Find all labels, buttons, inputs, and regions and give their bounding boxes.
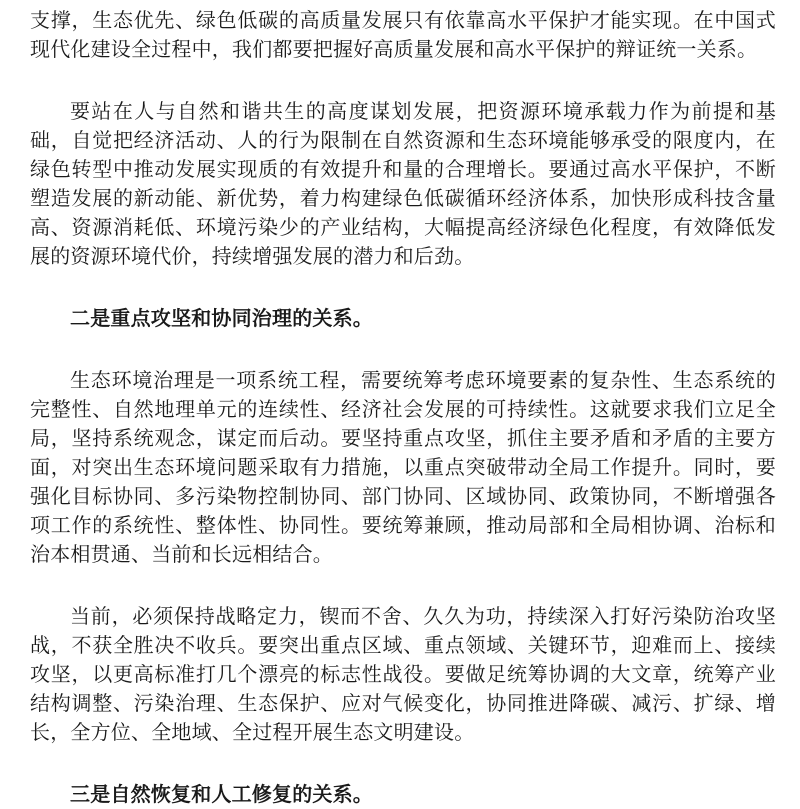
paragraph-current-tasks: 当前，必须保持战略定力，锲而不舍、久久为功，持续深入打好污染防治攻坚战，不获全胜决不收兵。要突出重点区域、重点领域、关键环节，迎难而上、接续攻坚，以更高标准打几个漂亮的标志性战役。要做足统筹协调的大文章，统筹产业结构调整、污染治理、生态保护、应对气候变化，协同推进降碳、减污、扩绿、增长，全方位、全地域、全过程开展生态文明建设。 (30, 604, 776, 744)
paragraph-continuation: 支撑，生态优先、绿色低碳的高质量发展只有依靠高水平保护才能实现。在中国式现代化建设全过程中，我们都要把握好高质量发展和高水平保护的辩证统一关系。 (30, 8, 776, 61)
paragraph-development: 要站在人与自然和谐共生的高度谋划发展，把资源环境承载力作为前提和基础，自觉把经济活动、人的行为限制在自然资源和生态环境能够承受的限度内，在绿色转型中推动发展实现质的有效提升和量的合理增长。要通过高水平保护，不断塑造发展的新动能、新优势，着力构建绿色低碳循环经济体系，加快形成科技含量高、资源消耗低、环境污染少的产业结构，大幅提高经济绿色化程度，有效降低发展的资源环境代价，持续增强发展的潜力和后劲。 (30, 99, 776, 268)
section-heading-three: 三是自然恢复和人工修复的关系。 (70, 782, 373, 806)
section-heading-two: 二是重点攻坚和协同治理的关系。 (70, 306, 373, 330)
paragraph-ecological-governance: 生态环境治理是一项系统工程，需要统筹考虑环境要素的复杂性、生态系统的完整性、自然地理单元的连续性、经济社会发展的可持续性。这就要求我们立足全局，坚持系统观念，谋定而后动。要坚持重点攻坚，抓住主要矛盾和矛盾的主要方面，对突出生态环境问题采取有力措施，以重点突破带动全局工作提升。同时，要强化目标协同、多污染物控制协同、部门协同、区域协同、政策协同，不断增强各项工作的系统性、整体性、协同性。要统筹兼顾，推动局部和全局相协调、治标和治本相贯通、当前和长远相结合。 (30, 368, 776, 566)
